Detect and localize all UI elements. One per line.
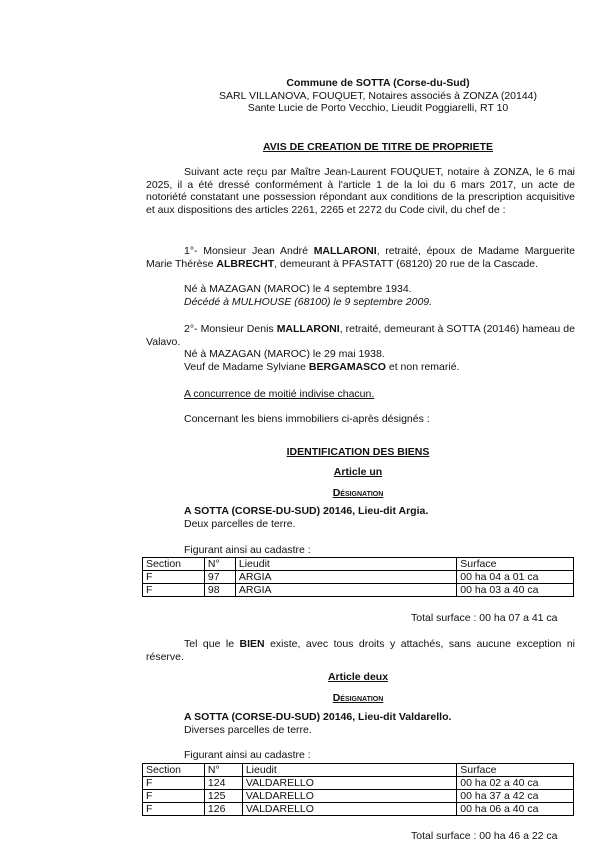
- article1-cadastre-table: [142, 557, 574, 597]
- cadastre-row: [143, 777, 574, 790]
- person2-suffix: , retraité, demeurant à SOTTA (20146) hameau de Valavo.: [146, 323, 575, 348]
- cadastre-header-cell: Section: [143, 558, 205, 571]
- article2-designation: Désignation: [332, 692, 384, 704]
- notaires-line: SARL VILLANOVA, FOUQUET, Notaires associés à ZONZA (20144): [218, 90, 538, 102]
- cadastre-header-cell: Surface: [457, 558, 574, 571]
- person2-paragraph: [146, 323, 575, 348]
- cadastre-cell: ARGIA: [235, 584, 456, 597]
- concernant-line: Concernant les biens immobiliers ci-après désignés :: [184, 413, 430, 425]
- article1-cadastre-label: Figurant ainsi au cadastre :: [184, 544, 311, 556]
- widow-prefix: Veuf de Madame Sylviane: [184, 361, 309, 373]
- cadastre-row: [143, 803, 574, 816]
- article1-desc: Deux parcelles de terre.: [184, 518, 296, 530]
- cadastre-cell: VALDARELLO: [242, 777, 456, 790]
- cadastre-cell: 126: [204, 803, 242, 816]
- cadastre-cell: VALDARELLO: [242, 790, 456, 803]
- article2-desc: Diverses parcelles de terre.: [184, 724, 312, 736]
- widow-suffix: et non remarié.: [385, 361, 460, 373]
- article2-cadastre-label: Figurant ainsi au cadastre :: [184, 749, 311, 761]
- cadastre-cell: 00 ha 37 a 42 ca: [457, 790, 574, 803]
- cadastre-row: [143, 571, 574, 584]
- person1-prefix: 1°- Monsieur Jean André: [184, 245, 314, 257]
- person1-birth: Né à MAZAGAN (MAROC) le 4 septembre 1934.: [184, 283, 412, 295]
- cadastre-row: [143, 584, 574, 597]
- article1-designation: Désignation: [332, 487, 384, 499]
- cadastre-header-row: [143, 558, 574, 571]
- cadastre-cell: F: [143, 571, 205, 584]
- article1-total: Total surface : 00 ha 07 a 41 ca: [411, 612, 558, 624]
- cadastre-cell: F: [143, 790, 205, 803]
- cadastre-cell: 00 ha 04 a 01 ca: [457, 571, 574, 584]
- article2-total: Total surface : 00 ha 46 a 22 ca: [411, 830, 558, 842]
- cadastre-header-cell: N°: [204, 558, 235, 571]
- cadastre-cell: F: [143, 584, 205, 597]
- cadastre-header-cell: Surface: [457, 764, 574, 777]
- cadastre-header-row: [143, 764, 574, 777]
- cadastre-row: [143, 790, 574, 803]
- article2-title: Article deux: [327, 671, 389, 683]
- cadastre-header-cell: N°: [204, 764, 242, 777]
- article2-cadastre-table: [142, 763, 574, 816]
- cadastre-cell: F: [143, 777, 205, 790]
- person1-surname: MALLARONI: [313, 245, 377, 257]
- person1-paragraph: [146, 245, 575, 270]
- cadastre-cell: 125: [204, 790, 242, 803]
- cadastre-header-cell: Section: [143, 764, 205, 777]
- concurrence-line: A concurrence de moitié indivise chacun.: [184, 388, 375, 400]
- cadastre-cell: F: [143, 803, 205, 816]
- cadastre-cell: 98: [204, 584, 235, 597]
- cadastre-cell: ARGIA: [235, 571, 456, 584]
- cadastre-header-cell: Lieudit: [242, 764, 456, 777]
- cadastre-cell: 00 ha 02 a 40 ca: [457, 777, 574, 790]
- widow-name: BERGAMASCO: [308, 361, 386, 373]
- article2-location: A SOTTA (CORSE-DU-SUD) 20146, Lieu-dit Valdarello.: [184, 711, 452, 723]
- person1-mid: , retraité, époux de Madame Marguerite Marie Thérèse: [146, 245, 575, 270]
- person2-widow: [184, 361, 459, 374]
- identification-heading: IDENTIFICATION DES BIENS: [286, 446, 430, 458]
- cadastre-cell: 00 ha 06 a 40 ca: [457, 803, 574, 816]
- person1-spouse: ALBRECHT: [216, 257, 275, 270]
- tel-que-paragraph: [146, 638, 575, 663]
- person2-surname: MALLARONI: [276, 323, 340, 335]
- tel-prefix: Tel que le: [184, 638, 240, 650]
- cadastre-header-cell: Lieudit: [235, 558, 456, 571]
- adresse-line: Sante Lucie de Porto Vecchio, Lieudit Poggiarelli, RT 10: [247, 102, 509, 114]
- document-title: AVIS DE CREATION DE TITRE DE PROPRIETE: [262, 141, 494, 153]
- cadastre-cell: VALDARELLO: [242, 803, 456, 816]
- cadastre-cell: 124: [204, 777, 242, 790]
- person1-suffix: , demeurant à PFASTATT (68120) 20 rue de la Cascade.: [274, 257, 538, 270]
- cadastre-cell: 00 ha 03 a 40 ca: [457, 584, 574, 597]
- commune-heading: Commune de SOTTA (Corse-du-Sud): [286, 77, 470, 89]
- cadastre-cell: 97: [204, 571, 235, 584]
- person2-birth: Né à MAZAGAN (MAROC) le 29 mai 1938.: [184, 348, 385, 360]
- tel-bien: BIEN: [239, 638, 265, 650]
- article1-title: Article un: [333, 466, 383, 478]
- person1-death: Décédé à MULHOUSE (68100) le 9 septembre 2009.: [184, 296, 433, 308]
- tel-suffix: existe, avec tous droits y attachés, sans aucune exception ni réserve.: [146, 638, 575, 663]
- article1-location: A SOTTA (CORSE-DU-SUD) 20146, Lieu-dit Argia.: [184, 505, 429, 517]
- intro-paragraph: Suivant acte reçu par Maître Jean-Laurent FOUQUET, notaire à ZONZA, le 6 mai 2025, il a été dressé conformément à l'article 1 de la loi du 6 mars 2017, un acte de notoriété constatant une possession répondant aux conditions de la prescription acquisitive et aux dispositions des articles 2261, 2265 et 2272 du Code civil, du chef de :: [146, 166, 575, 216]
- person2-prefix: 2°- Monsieur Denis: [184, 323, 277, 335]
